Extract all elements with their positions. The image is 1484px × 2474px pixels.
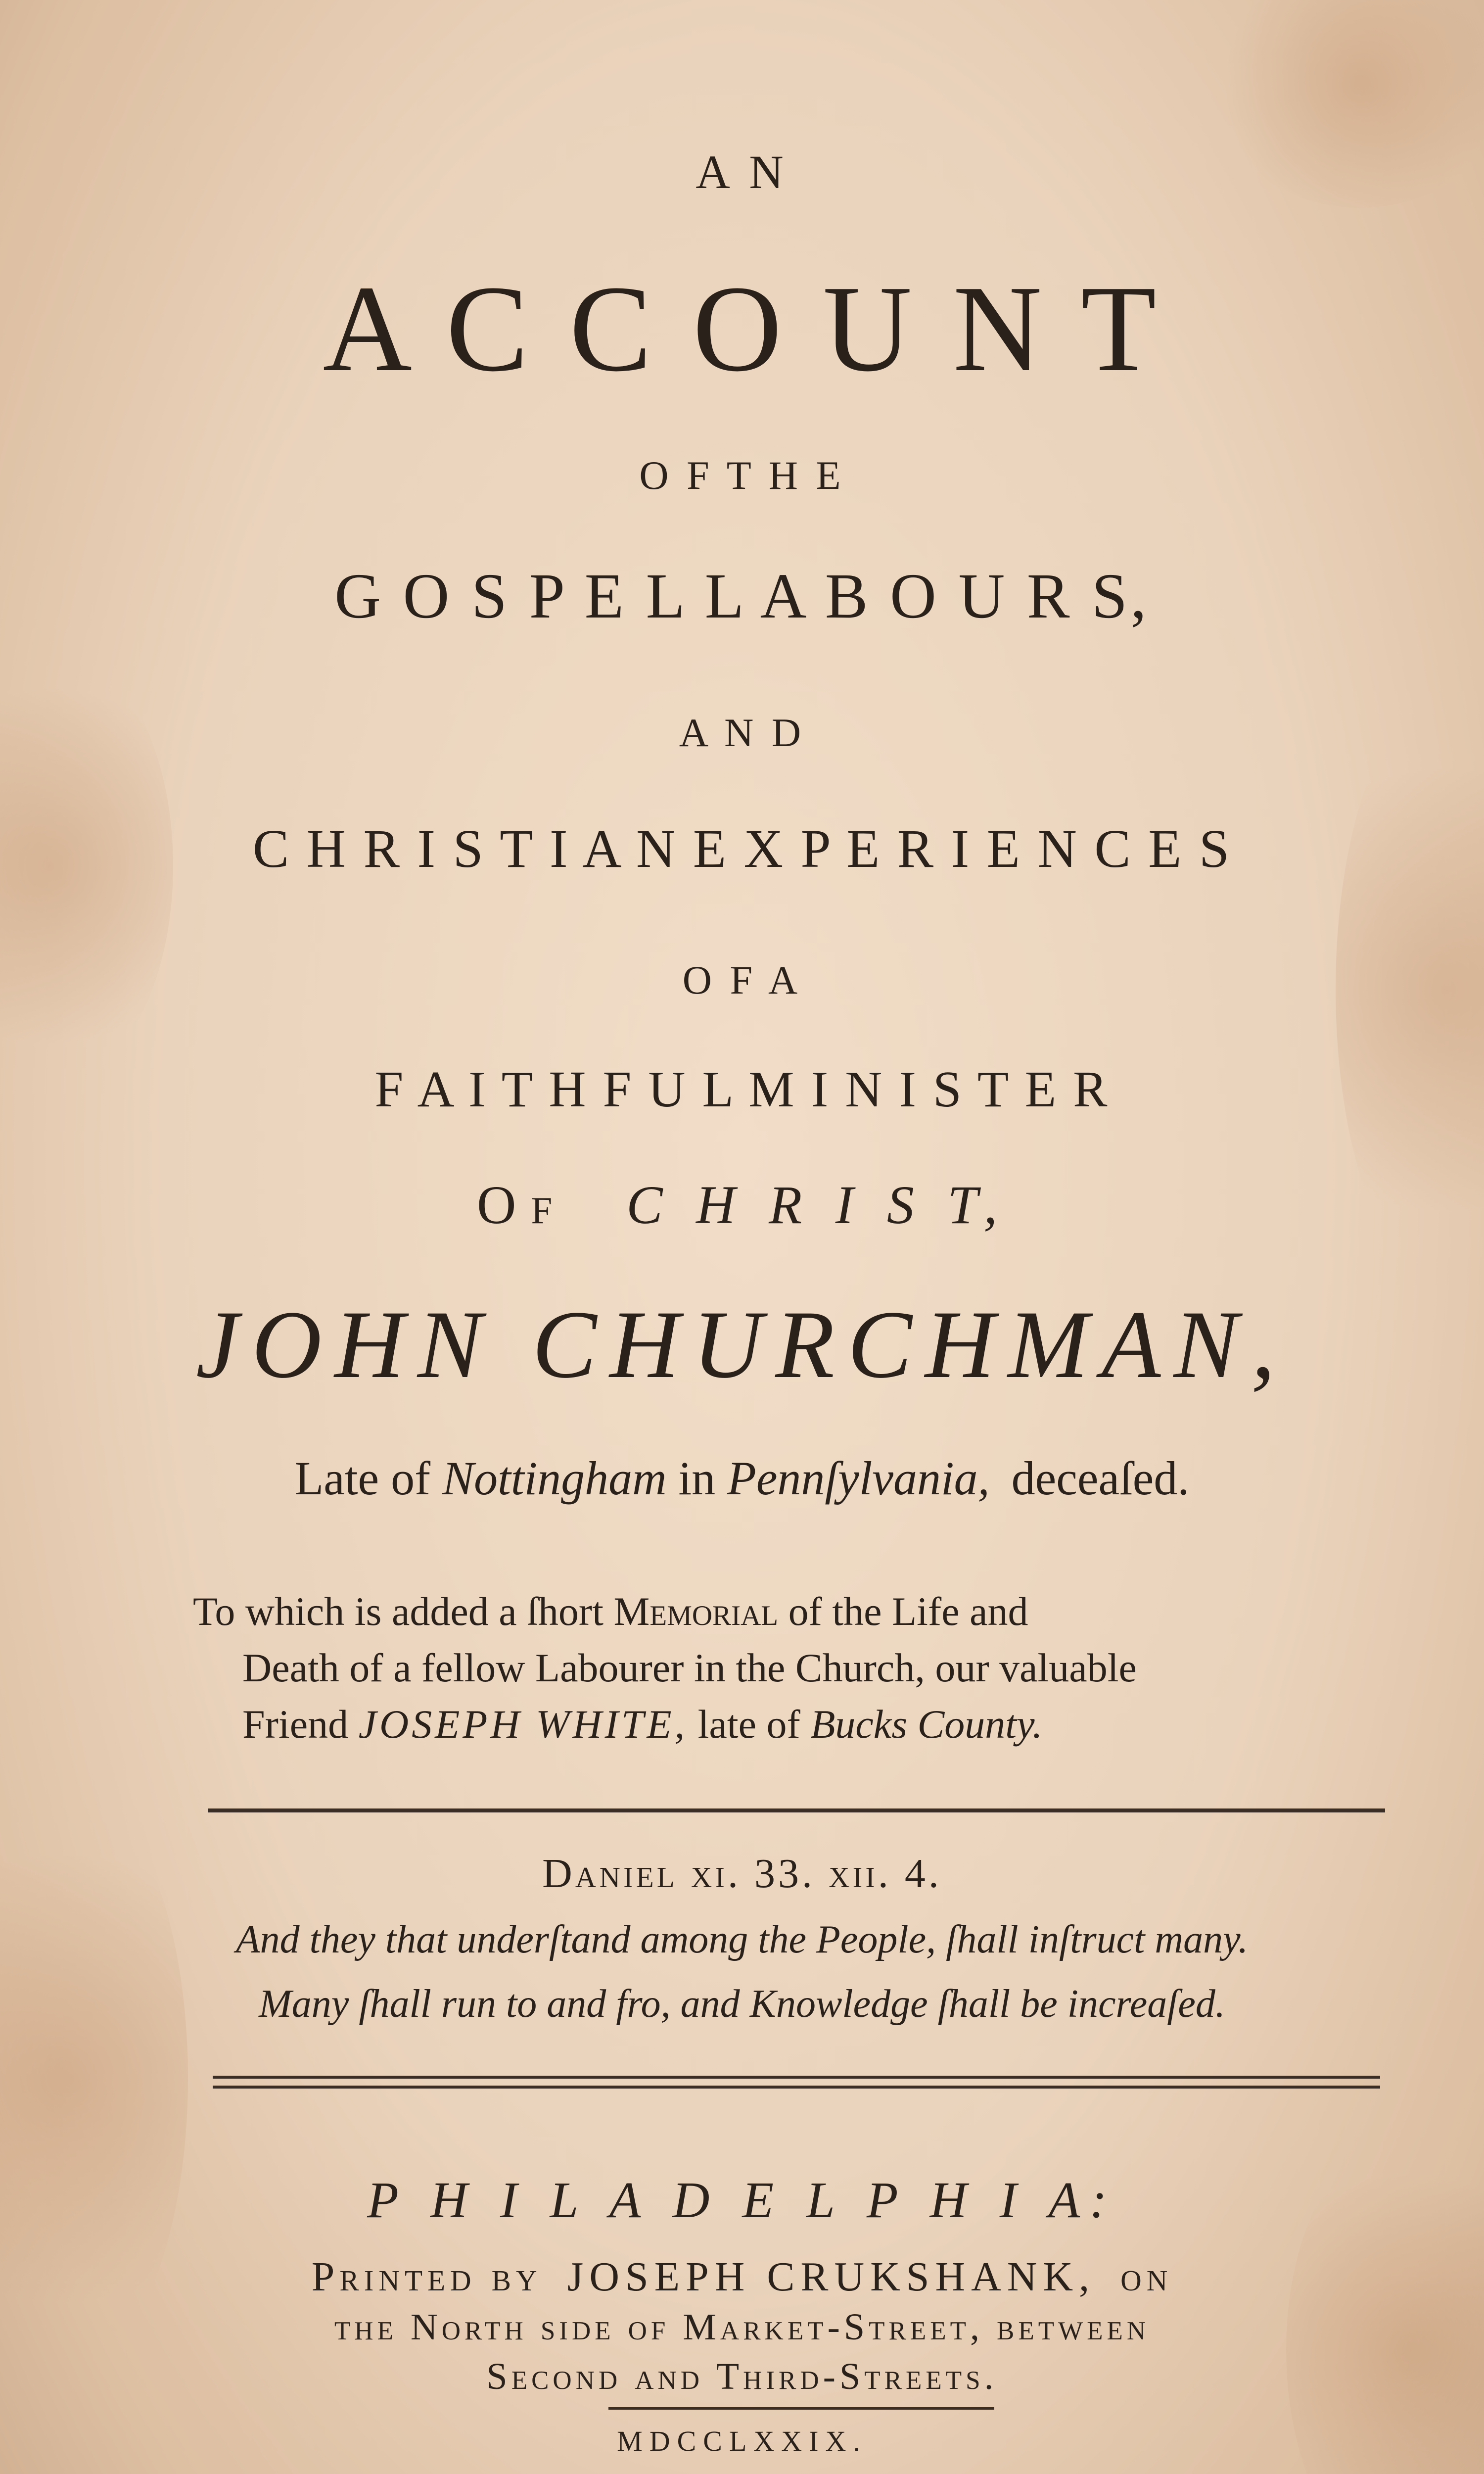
epigraph-verse-2: Many ſhall run to and fro, and Knowledge ſhall be increaſed.: [259, 1982, 1225, 2026]
title-gospel-labours: G O S P E L L A B O U R S,: [334, 561, 1150, 632]
memorial-paragraph: [193, 1583, 1390, 1753]
memorial-joseph-white: JOSEPH WHITE,: [358, 1702, 688, 1747]
memorial-text: late of: [697, 1702, 800, 1747]
title-and: A N D: [679, 710, 805, 755]
memorial-bucks-county: Bucks County.: [810, 1702, 1043, 1747]
title-of-a: O F A: [682, 957, 802, 1002]
title-of-christ: [0, 1175, 1484, 1235]
double-rule: [213, 2076, 1380, 2089]
epigraph-verse-1: And they that underſtand among the People, ſhall inſtruct many.: [235, 1918, 1249, 1961]
title-of: Of: [477, 1175, 567, 1235]
author-residence: [0, 1452, 1484, 1505]
title-an: A N: [696, 145, 788, 198]
memorial-line-2: Death of a fellow Labourer in the Church, our valuable: [242, 1645, 1137, 1690]
memorial-word: Memorial: [613, 1589, 779, 1634]
title-christ: C H R I S T,: [626, 1175, 1007, 1235]
memorial-line-1: [193, 1583, 1390, 1640]
epigraph-reference: Daniel xi. 33. xii. 4.: [542, 1851, 942, 1897]
title-account: A C C O U N T: [323, 260, 1161, 397]
residence-in: in: [678, 1452, 716, 1505]
author-name: JOHN CHURCHMAN,: [195, 1291, 1289, 1398]
imprint-year: MDCCLXXIX.: [617, 2425, 867, 2457]
memorial-line-3: [193, 1696, 1390, 1753]
residence-nottingham: Nottingham: [442, 1452, 667, 1505]
short-rule: [608, 2407, 994, 2410]
residence-deceased: deceaſed.: [1011, 1452, 1190, 1505]
title-christian-experiences: C H R I S T I A N E X P E R I E N C E S: [252, 818, 1232, 879]
imprint-printer: JOSEPH CRUKSHANK,: [567, 2254, 1096, 2300]
imprint-city: P H I L A D E L P H I A:: [367, 2172, 1117, 2229]
memorial-text: To which is added a ſhort: [193, 1589, 604, 1634]
title-of-the: O F T H E: [639, 453, 845, 498]
imprint-line-1: [0, 2256, 1484, 2298]
horizontal-rule: [208, 1808, 1385, 1812]
memorial-text: of the Life and: [788, 1589, 1028, 1634]
imprint-on: on: [1120, 2254, 1173, 2300]
residence-pennsylvania: Pennſylvania,: [727, 1452, 990, 1505]
title-faithful-minister: F A I T H F U L M I N I S T E R: [374, 1061, 1110, 1118]
imprint-line-3: Second and Third-Streets.: [486, 2356, 998, 2397]
imprint-printed-by: Printed by: [311, 2254, 542, 2300]
residence-late-of: Late of: [294, 1452, 431, 1505]
memorial-text: Friend: [242, 1702, 349, 1747]
imprint-line-2: the North side of Market-Street, between: [334, 2306, 1150, 2348]
